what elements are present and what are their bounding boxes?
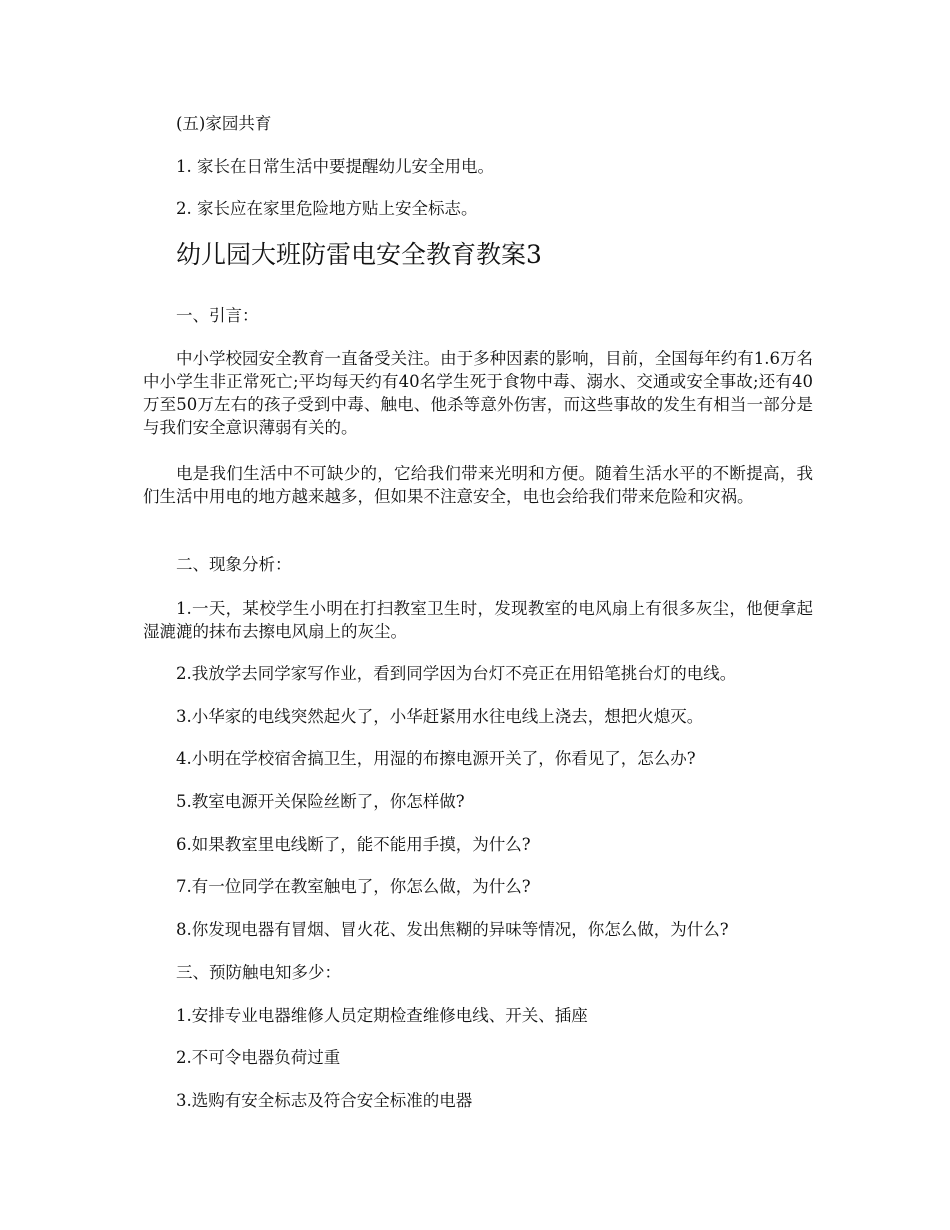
analysis-item-2: 2.我放学去同学家写作业，看到同学因为台灯不亮正在用铅笔挑台灯的电线。 (176, 664, 737, 683)
analysis-item-1: 1.一天，某校学生小明在打扫教室卫生时，发现教室的电风扇上有很多灰尘，他便拿起湿漉漉的抹布去擦电风扇上的灰尘。 (143, 599, 813, 641)
analysis-item-4: 4.小明在学校宿舍搞卫生，用湿的布擦电源开关了，你看见了，怎么办? (176, 749, 696, 768)
section-five-item-2: 2. 家长应在家里危险地方贴上安全标志。 (176, 199, 478, 218)
analysis-item-6: 6.如果教室里电线断了，能不能用手摸，为什么? (176, 835, 531, 854)
analysis-item-3: 3.小华家的电线突然起火了，小华赶紧用水往电线上浇去，想把火熄灭。 (176, 707, 704, 726)
section-five-title: (五)家园共育 (176, 114, 272, 133)
prevention-item-1: 1.安排专业电器维修人员定期检查维修电线、开关、插座 (176, 1006, 588, 1025)
analysis-item-7: 7.有一位同学在教室触电了，你怎么做，为什么? (176, 877, 531, 896)
prevention-title: 三、预防触电知多少： (176, 963, 341, 982)
section-five-item-1: 1. 家长在日常生活中要提醒幼儿安全用电。 (176, 157, 494, 176)
intro-title: 一、引言： (176, 306, 259, 325)
prevention-item-2: 2.不可令电器负荷过重 (176, 1048, 341, 1067)
analysis-item-8: 8.你发现电器有冒烟、冒火花、发出焦糊的异味等情况，你怎么做，为什么? (176, 920, 729, 939)
analysis-title: 二、现象分析： (176, 555, 292, 574)
prevention-item-3: 3.选购有安全标志及符合安全标准的电器 (176, 1091, 473, 1110)
analysis-item-5: 5.教室电源开关保险丝断了，你怎样做? (176, 792, 465, 811)
intro-paragraph-1: 中小学校园安全教育一直备受关注。由于多种因素的影响，目前，全国每年约有1.6万名中小学生非正常死亡;平均每天约有40名学生死于食物中毒、溺水、交通或安全事故;还有40万至50万左右的孩子受到中毒、触电、他杀等意外伤害，而这些事故的发生有相当一部分是与我们安全意识薄弱有关的。 (143, 349, 813, 437)
intro-paragraph-2: 电是我们生活中不可缺少的，它给我们带来光明和方便。随着生活水平的不断提高，我们生活中用电的地方越来越多，但如果不注意安全，电也会给我们带来危险和灾祸。 (143, 464, 813, 506)
document-heading: 幼儿园大班防雷电安全教育教案3 (176, 240, 542, 269)
